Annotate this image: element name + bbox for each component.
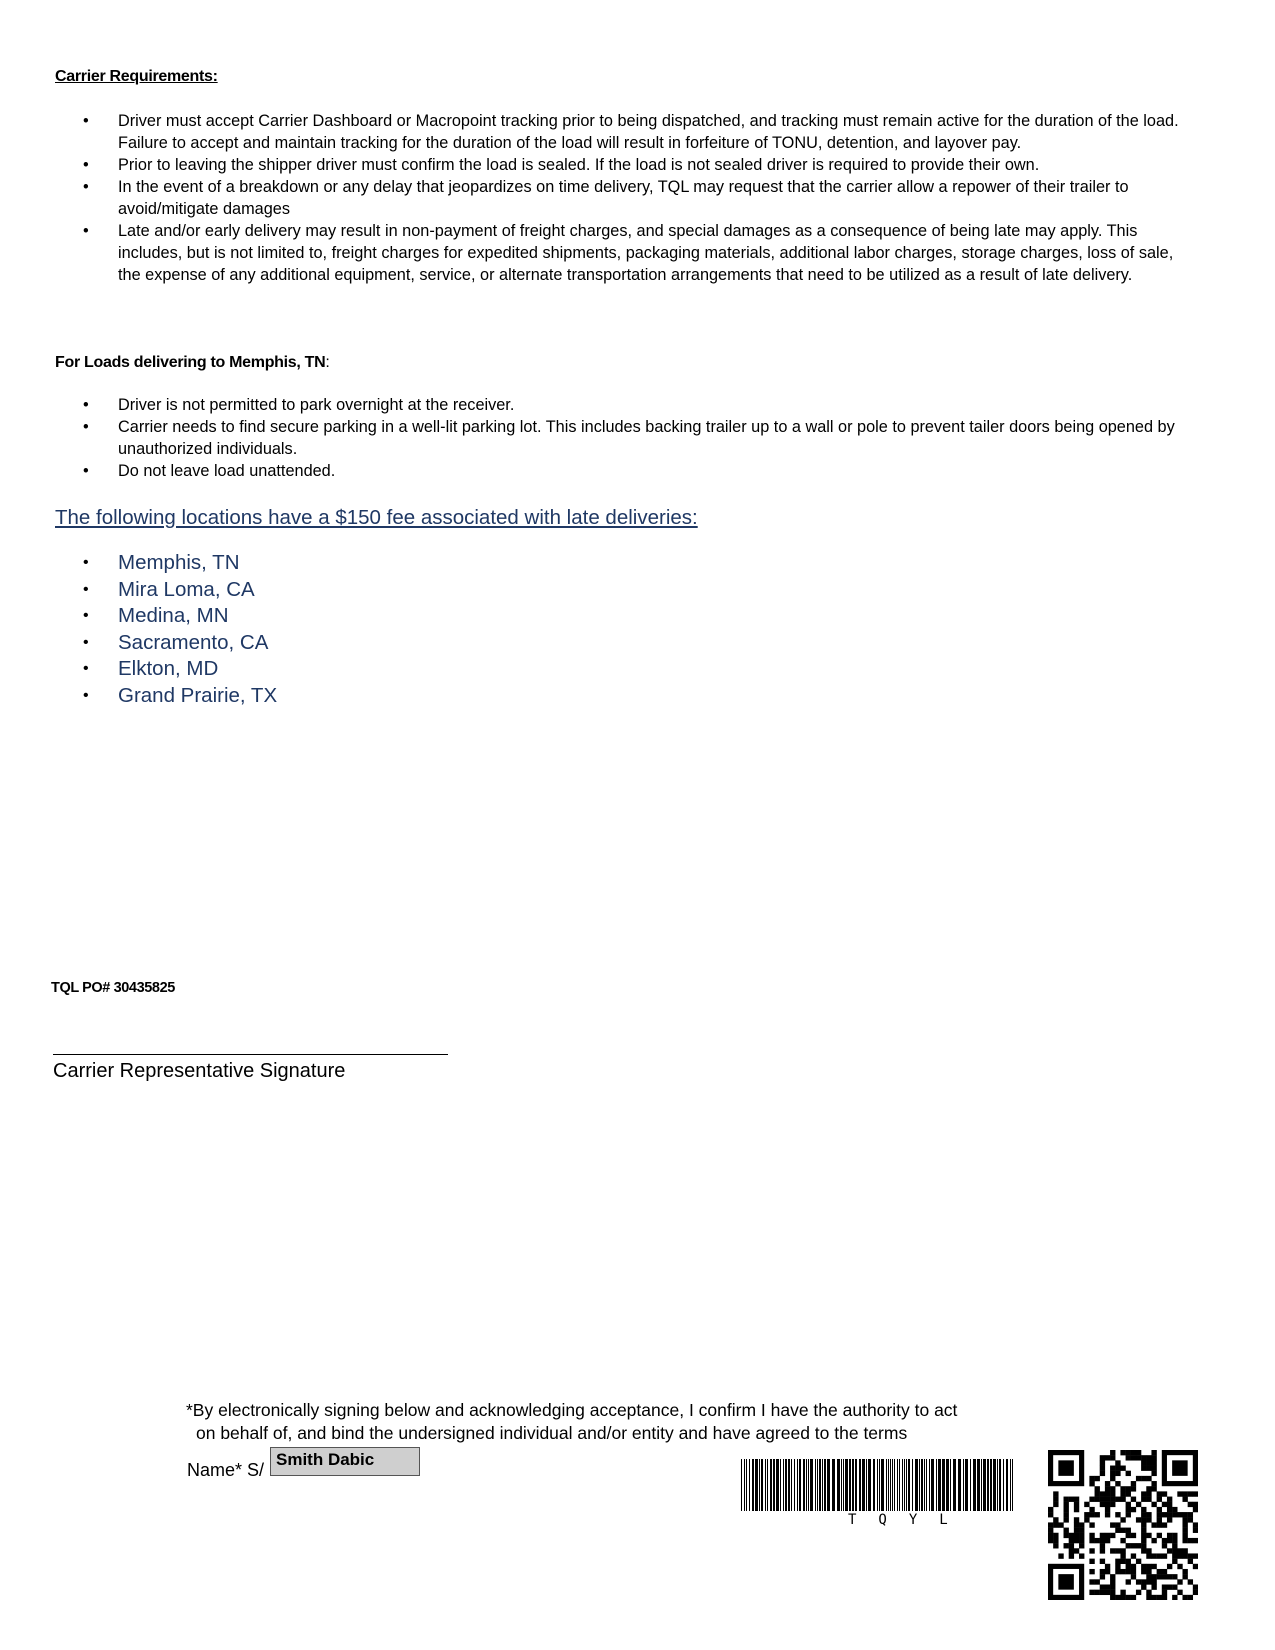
list-item — [0, 220, 1275, 286]
location-text: Sacramento, CA — [118, 630, 269, 654]
bullet: • — [83, 112, 89, 130]
list-item-text: In the event of a breakdown or any delay that jeopardizes on time delivery, TQL may request that the carrier allow a repower of their trailer to avoid/mitigate damages — [118, 178, 1129, 218]
list-item-text: Do not leave load unattended. — [118, 462, 336, 480]
acknowledgement-line-2: on behalf of, and bind the undersigned individual and/or entity and have agreed to the terms — [196, 1423, 908, 1443]
bullet: • — [83, 178, 89, 196]
carrier-requirements-heading: Carrier Requirements: — [55, 68, 218, 85]
location-item — [0, 656, 277, 683]
name-signature-field[interactable]: Smith Dabic — [270, 1447, 420, 1476]
location-text: Elkton, MD — [118, 657, 219, 680]
list-item — [0, 110, 1275, 154]
barcode-text: TQYL — [848, 1512, 970, 1528]
list-item — [0, 176, 1275, 220]
list-item-text: Prior to leaving the shipper driver must confirm the load is sealed. If the load is not sealed driver is required to provide their own. — [118, 156, 1040, 174]
bullet: • — [83, 686, 89, 704]
location-item — [0, 630, 277, 657]
bullet: • — [83, 633, 89, 651]
po-number: TQL PO# 30435825 — [51, 980, 175, 996]
memphis-list — [0, 394, 1275, 482]
memphis-heading-text: For Loads delivering to Memphis, TN — [55, 354, 326, 371]
bullet: • — [83, 418, 89, 436]
location-item — [0, 550, 277, 577]
list-item-text: Driver must accept Carrier Dashboard or Macropoint tracking prior to being dispatched, and tracking must remain active for the duration of the load. Failure to accept and maintain tracking for the duration of the load will result in forfeiture of TONU, detention, and layover pay. — [118, 112, 1179, 152]
signature-label: Carrier Representative Signature — [53, 1060, 346, 1082]
bullet: • — [83, 462, 89, 480]
location-text: Memphis, TN — [118, 551, 240, 574]
bullet: • — [83, 554, 89, 571]
location-item — [0, 683, 277, 710]
name-label: Name* S/ — [187, 1460, 265, 1480]
list-item — [0, 460, 1275, 482]
list-item — [0, 154, 1275, 176]
carrier-requirements-list — [0, 110, 1275, 286]
location-text: Grand Prairie, TX — [118, 683, 278, 707]
late-fee-locations-list — [0, 550, 277, 709]
bullet: • — [83, 607, 89, 624]
late-fee-heading: The following locations have a $150 fee associated with late deliveries: — [55, 506, 698, 529]
list-item-text: Driver is not permitted to park overnight at the receiver. — [118, 396, 515, 414]
acknowledgement-line-1: *By electronically signing below and acknowledging acceptance, I confirm I have the authority to act — [186, 1400, 958, 1420]
memphis-heading — [55, 354, 330, 372]
bullet: • — [83, 396, 89, 414]
list-item — [0, 416, 1275, 460]
acknowledgement-text — [186, 1399, 1066, 1445]
location-text: Medina, MN — [118, 604, 229, 627]
barcode-icon — [741, 1459, 1016, 1515]
list-item-text: Late and/or early delivery may result in non-payment of freight charges, and special damages as a consequence of being late may apply. This includes, but is not limited to, freight charges for expedited shipments, packaging materials, additional labor charges, storage charges, loss of sale, the expense of any additional equipment, service, or alternate transportation arrangements that need to be utilized as a result of late delivery. — [118, 222, 1174, 284]
bullet: • — [83, 660, 89, 677]
location-item — [0, 577, 277, 604]
location-text: Mira Loma, CA — [118, 577, 255, 601]
location-item — [0, 603, 277, 630]
bullet: • — [83, 222, 89, 240]
qr-code-icon — [1048, 1450, 1198, 1600]
list-item — [0, 394, 1275, 416]
bullet: • — [83, 156, 89, 174]
signature-line — [53, 1054, 448, 1055]
bullet: • — [83, 580, 89, 598]
memphis-heading-colon: : — [325, 354, 330, 371]
list-item-text: Carrier needs to find secure parking in a well-lit parking lot. This includes backing trailer up to a wall or pole to prevent tailer doors being opened by unauthorized individuals. — [118, 418, 1175, 458]
